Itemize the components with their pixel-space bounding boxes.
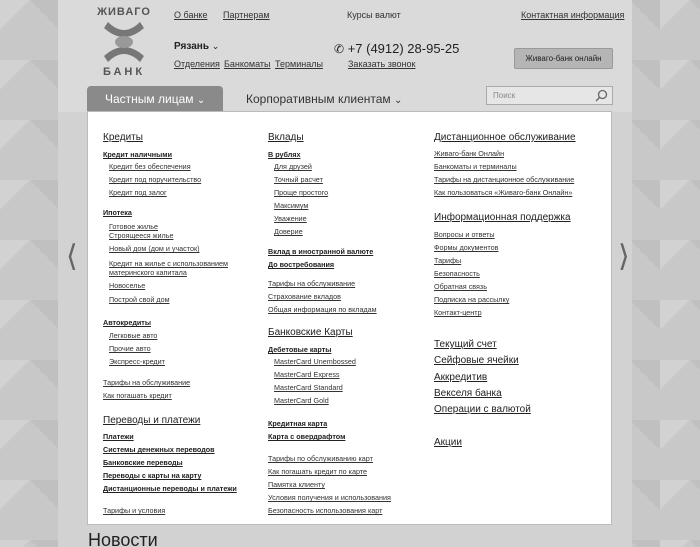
- chevron-down-icon: ⌄: [196, 95, 206, 106]
- carousel-prev-icon[interactable]: ⟨: [66, 239, 78, 274]
- bank-logo[interactable]: [86, 6, 162, 78]
- menu-link-mortgage-maternity-line2: материнского капитала: [109, 268, 187, 277]
- menu-link-faq[interactable]: Вопросы и ответы: [434, 230, 495, 239]
- menu-link-money-systems[interactable]: Системы денежных переводов: [103, 445, 215, 454]
- tab-private-label: Частным лицам: [105, 92, 194, 106]
- top-link-rates[interactable]: Курсы валют: [347, 10, 401, 20]
- menu-link-card-tariffs[interactable]: Тарифы по обслуживанию карт: [268, 454, 373, 463]
- top-link-partners[interactable]: Партнерам: [223, 10, 270, 20]
- menu-link-deposit-friends[interactable]: Для друзей: [274, 162, 312, 171]
- menu-link-mc-express[interactable]: MasterCard Express: [274, 370, 340, 379]
- menu-link-deposit-insurance[interactable]: Страхование вкладов: [268, 292, 341, 301]
- menu-link-deposit-demand[interactable]: До востребования: [268, 260, 335, 269]
- menu-link-deposit-trust[interactable]: Доверие: [274, 227, 303, 236]
- menu-link-mortgage-novoselye[interactable]: Новоселье: [109, 281, 146, 290]
- menu-link-atms-terminals[interactable]: Банкоматы и терминалы: [434, 162, 517, 171]
- menu-link-credit-guarantee[interactable]: Кредит под поручительство: [109, 175, 202, 184]
- menu-link-security[interactable]: Безопасность: [434, 269, 480, 278]
- tab-corporate-label: Корпоративным клиентам: [246, 92, 391, 106]
- menu-link-overdraft-card[interactable]: Карта с овердрафтом: [268, 432, 346, 441]
- search-input[interactable]: [486, 86, 613, 105]
- search-placeholder: Поиск: [493, 91, 516, 100]
- menu-link-deposit-tariffs[interactable]: Тарифы на обслуживание: [268, 279, 356, 288]
- menu-heading-deposits[interactable]: Вклады: [268, 132, 304, 143]
- menu-link-mortgage-maternity-line1: Кредит на жилье с использованием: [109, 259, 228, 268]
- menu-link-feedback[interactable]: Обратная связь: [434, 282, 487, 291]
- logo-text-top: ЖИВАГО: [97, 6, 151, 18]
- menu-link-subscribe[interactable]: Подписка на рассылку: [434, 295, 510, 304]
- phone-icon: ✆: [334, 42, 345, 56]
- menu-link-mc-gold[interactable]: MasterCard Gold: [274, 396, 329, 405]
- menu-link-deposit-foreign[interactable]: Вклад в иностранной валюте: [268, 247, 374, 256]
- menu-link-credit-tariffs[interactable]: Тарифы на обслуживание: [103, 378, 191, 387]
- menu-subheading-auto[interactable]: Автокредиты: [103, 318, 151, 327]
- carousel-next-icon[interactable]: ⟩: [618, 239, 630, 274]
- menu-subheading-debit[interactable]: Дебетовые карты: [268, 345, 332, 354]
- menu-heading-bills[interactable]: Векселя банка: [434, 388, 502, 399]
- menu-link-transfer-tariffs[interactable]: Тарифы и условия: [103, 506, 166, 515]
- menu-heading-credits[interactable]: Кредиты: [103, 132, 143, 143]
- menu-link-mortgage-maternity[interactable]: [109, 259, 228, 277]
- menu-link-mc-unembossed[interactable]: MasterCard Unembossed: [274, 357, 356, 366]
- menu-link-auto-cars[interactable]: Легковые авто: [109, 331, 158, 340]
- chevron-down-icon: ⌄: [394, 95, 403, 106]
- menu-link-online-howto[interactable]: Как пользоваться «Живаго-банк Онлайн»: [434, 188, 573, 197]
- menu-subheading-rub[interactable]: В рублях: [268, 150, 301, 159]
- menu-link-credit-no-collateral[interactable]: Кредит без обеспечения: [109, 162, 191, 171]
- menu-subheading-cash-credit[interactable]: Кредит наличными: [103, 150, 172, 159]
- menu-link-deposit-exact[interactable]: Точный расчет: [274, 175, 323, 184]
- menu-subheading-mortgage[interactable]: Ипотека: [103, 208, 132, 217]
- tab-private-clients[interactable]: [87, 86, 223, 112]
- menu-heading-remote[interactable]: Дистанционное обслуживание: [434, 132, 576, 143]
- menu-link-card-repay[interactable]: Как погашать кредит по карте: [268, 467, 368, 476]
- menu-link-remote-tariffs[interactable]: Тарифы на дистанционное обслуживание: [434, 175, 575, 184]
- top-link-about[interactable]: О банке: [174, 10, 208, 20]
- menu-heading-safe-boxes[interactable]: Сейфовые ячейки: [434, 355, 519, 366]
- menu-link-mortgage-ready[interactable]: [109, 222, 173, 240]
- link-terminals[interactable]: Терминалы: [275, 59, 323, 69]
- menu-heading-transfers[interactable]: Переводы и платежи: [103, 415, 201, 426]
- menu-heading-cards[interactable]: Банковские Карты: [268, 327, 353, 338]
- logo-emblem-icon: [100, 18, 148, 66]
- city-name: Рязань: [174, 41, 209, 52]
- menu-link-mortgage-ready-line1: Готовое жилье: [109, 222, 158, 231]
- mega-menu-panel: [87, 111, 612, 525]
- menu-link-credit-repay[interactable]: Как погашать кредит: [103, 391, 172, 400]
- menu-link-mortgage-ready-line2: Строящееся жилье: [109, 231, 174, 240]
- link-atms[interactable]: Банкоматы: [224, 59, 271, 69]
- news-heading: Новости: [88, 530, 158, 547]
- menu-link-deposit-respect[interactable]: Уважение: [274, 214, 307, 223]
- menu-heading-info[interactable]: Информационная поддержка: [434, 212, 571, 223]
- online-banking-button[interactable]: Живаго-банк онлайн: [514, 48, 613, 69]
- menu-link-contact-center[interactable]: Контакт-центр: [434, 308, 482, 317]
- tab-corporate-clients[interactable]: [246, 86, 402, 112]
- menu-link-deposit-simple[interactable]: Проще простого: [274, 188, 329, 197]
- menu-link-mortgage-new-house[interactable]: Новый дом (дом и участок): [109, 244, 200, 253]
- top-link-contacts[interactable]: Контактная информация: [521, 10, 625, 20]
- menu-link-card-conditions[interactable]: Условия получения и использования: [268, 493, 391, 502]
- menu-link-online-bank[interactable]: Живаго-банк Онлайн: [434, 149, 505, 158]
- menu-link-deposit-info[interactable]: Общая информация по вкладам: [268, 305, 377, 314]
- menu-heading-letter-credit[interactable]: Аккредитив: [434, 372, 488, 383]
- menu-link-credit-pledge[interactable]: Кредит под залог: [109, 188, 167, 197]
- menu-link-mc-standard[interactable]: MasterCard Standard: [274, 383, 343, 392]
- menu-link-credit-card[interactable]: Кредитная карта: [268, 419, 328, 428]
- menu-link-tariffs[interactable]: Тарифы: [434, 256, 462, 265]
- menu-link-auto-express[interactable]: Экспресс-кредит: [109, 357, 165, 366]
- search-icon[interactable]: [595, 89, 608, 102]
- menu-link-remote-transfers[interactable]: Дистанционные переводы и платежи: [103, 484, 237, 493]
- callback-link[interactable]: Заказать звонок: [348, 59, 416, 69]
- phone-block: [334, 41, 459, 56]
- menu-link-card-to-card[interactable]: Переводы с карты на карту: [103, 471, 202, 480]
- menu-heading-shares[interactable]: Акции: [434, 437, 462, 448]
- menu-link-auto-other[interactable]: Прочие авто: [109, 344, 151, 353]
- menu-link-bank-transfers[interactable]: Банковские переводы: [103, 458, 183, 467]
- chevron-down-icon: ⌄: [211, 41, 220, 51]
- logo-text-bottom: БАНК: [102, 66, 146, 78]
- menu-heading-currency-ops[interactable]: Операции с валютой: [434, 404, 531, 415]
- menu-link-card-memo[interactable]: Памятка клиенту: [268, 480, 325, 489]
- city-selector[interactable]: [174, 41, 219, 52]
- menu-heading-current-account[interactable]: Текущий счет: [434, 339, 497, 350]
- menu-link-deposit-maximum[interactable]: Максимум: [274, 201, 309, 210]
- menu-link-mortgage-build-house[interactable]: Построй свой дом: [109, 295, 170, 304]
- menu-link-forms[interactable]: Формы документов: [434, 243, 499, 252]
- phone-number: +7 (4912) 28-95-25: [347, 41, 460, 56]
- menu-link-payments[interactable]: Платежи: [103, 432, 134, 441]
- menu-link-card-security[interactable]: Безопасность использования карт: [268, 506, 383, 515]
- link-offices[interactable]: Отделения: [174, 59, 220, 69]
